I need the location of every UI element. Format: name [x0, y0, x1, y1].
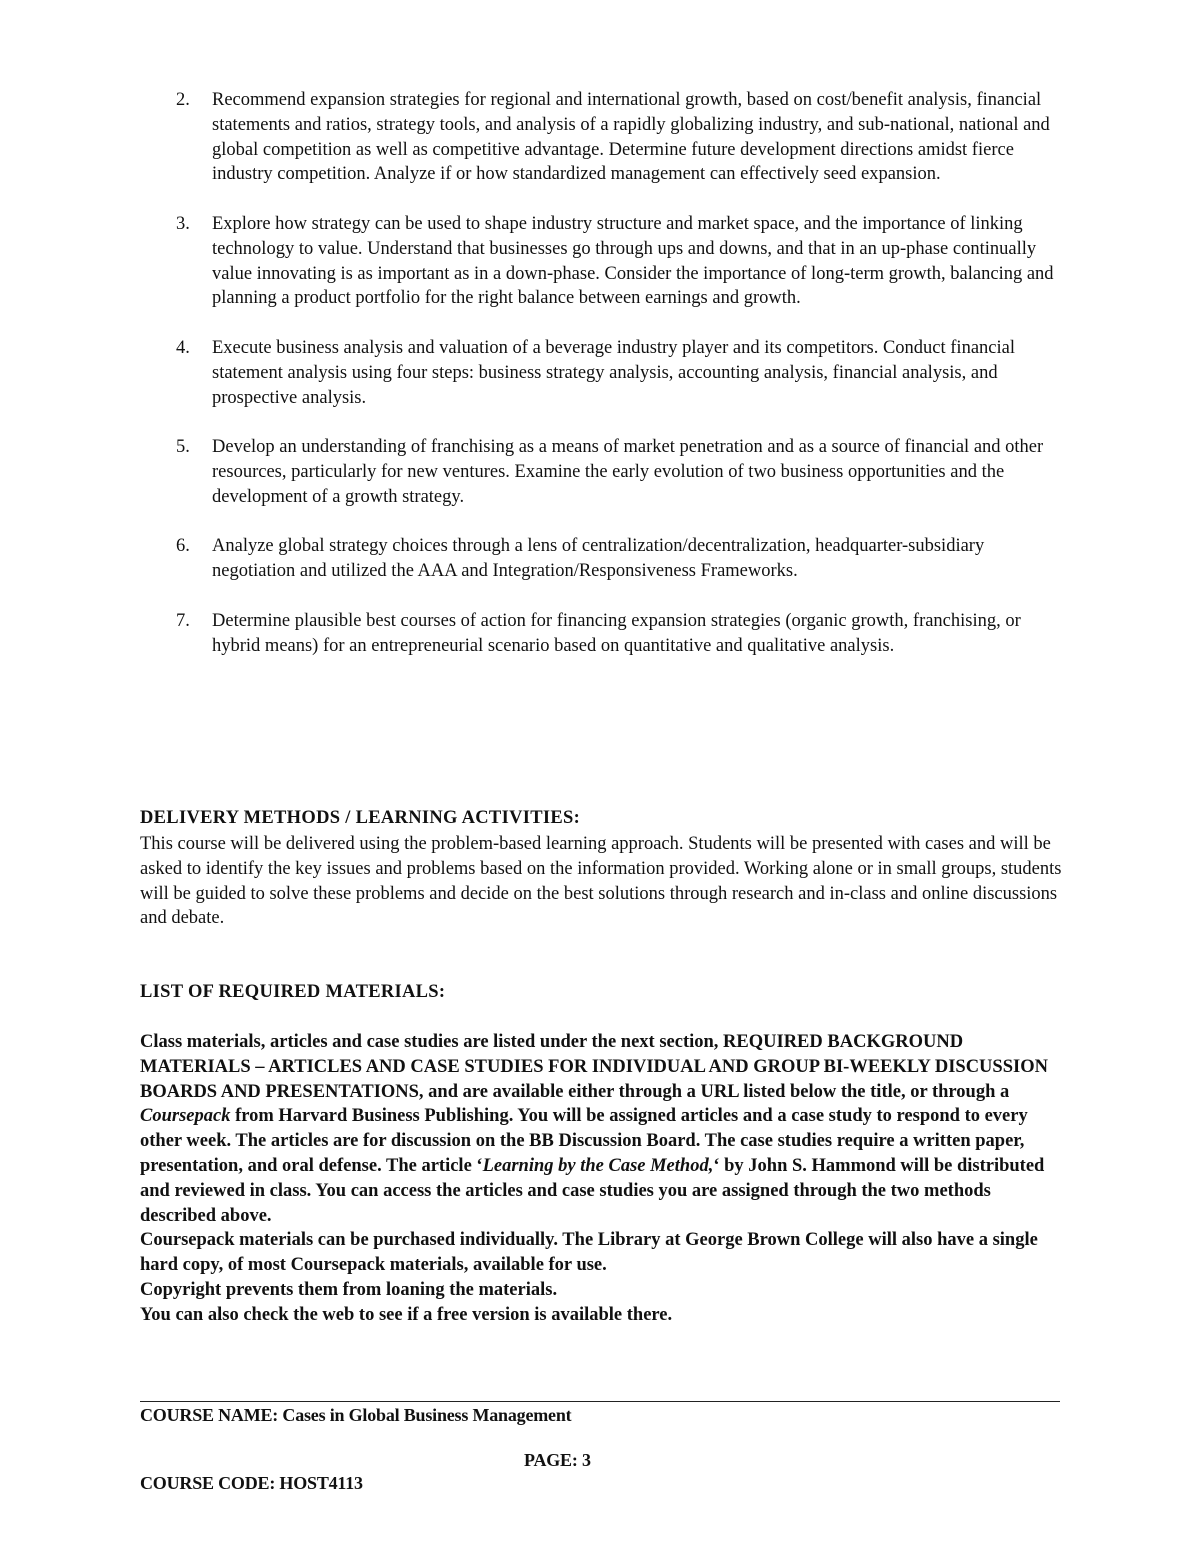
objective-item [140, 212, 1065, 311]
objective-text: Execute business analysis and valuation of a beverage industry player and its competitors. Conduct financial statement analysis using four steps: business strategy analysis, accounting analysis, financial analysis, and prospective analysis. [212, 337, 1015, 408]
footer-page-number: PAGE: 3 [524, 1450, 591, 1470]
objective-text: Analyze global strategy choices through a lens of centralization/decentralization, headquarter-subsidiary negotiation and utilized the AAA and Integration/Responsiveness Frameworks. [212, 536, 985, 582]
objective-item [140, 534, 1065, 584]
coursepack-emphasis: Coursepack [140, 1106, 231, 1127]
objective-item [140, 435, 1065, 509]
delivery-methods-heading: DELIVERY METHODS / LEARNING ACTIVITIES: [140, 808, 581, 828]
materials-paragraph: You can also check the web to see if a free version is available there. [140, 1304, 673, 1325]
article-title: Learning by the Case Method, [482, 1155, 714, 1176]
objective-text: Determine plausible best courses of action for financing expansion strategies (organic growth, franchising, or hybrid means) for an entrepreneurial scenario based on quantitative and qualitative analysis. [212, 610, 1021, 656]
materials-paragraph [140, 1030, 1065, 1228]
objective-text: Develop an understanding of franchising as a means of market penetration and as a source of financial and other resources, particularly for new ventures. Examine the early evolution of two business opportunities and the development of a growth strategy. [212, 437, 1044, 507]
materials-text-part: Class materials, articles and case studies are listed under the next section, REQUIRED BACKGROUND MATERIALS – ARTICLES AND CASE STUDIES FOR INDIVIDUAL AND GROUP BI-WEEKLY DISCUSSION BOARDS AND PRESENTATIONS, and are available either through a URL listed below the title, or through a [140, 1032, 1048, 1102]
materials-paragraph: Coursepack materials can be purchased individually. The Library at George Brown College will also have a single hard copy, of most Coursepack materials, available for use. [140, 1230, 1038, 1276]
objective-number: 2. [176, 90, 190, 110]
footer-course-code: COURSE CODE: HOST4113 [140, 1473, 363, 1493]
required-materials-text [140, 1030, 1065, 1328]
objective-text: Explore how strategy can be used to shape industry structure and market space, and the importance of linking technology to value. Understand that businesses go through ups and downs, and that in an up-phase continually value innovating is as important as in a down-phase. Consider the importance of long-term growth, balancing and planning a product portfolio for the right balance between earnings and growth. [212, 213, 1054, 309]
objective-item [140, 609, 1065, 659]
footer-divider [140, 1401, 1060, 1402]
materials-paragraph: Copyright prevents them from loaning the materials. [140, 1279, 558, 1300]
objective-number: 3. [176, 213, 190, 234]
objective-item [140, 336, 1065, 410]
materials-text-part: from Harvard Business Publishing. You will be assigned articles and a case study to respond to every other week. The articles are for discussion on the BB Discussion Board. The case studies require a written paper, presentation, and oral defense. The article ‘ [140, 1106, 1028, 1176]
objective-number: 6. [176, 536, 190, 557]
required-materials-heading: LIST OF REQUIRED MATERIALS: [140, 982, 446, 1002]
objective-number: 5. [176, 437, 190, 458]
objective-number: 7. [176, 610, 190, 631]
footer-course-name: COURSE NAME: Cases in Global Business Management [140, 1405, 572, 1425]
objective-number: 4. [176, 337, 190, 358]
objective-item [140, 88, 1065, 187]
materials-text-part: ‘ by John S. Hammond will be distributed and reviewed in class. You can access the articles and case studies you are assigned through the two methods described above. [140, 1155, 1045, 1226]
learning-objectives-list [140, 88, 1065, 683]
objective-text: Recommend expansion strategies for regional and international growth, based on cost/benefit analysis, financial statements and ratios, strategy tools, and analysis of a rapidly globalizing industry, and sub-national, national and global competition as well as competitive advantage. Determine future development directions amidst fierce industry competition. Analyze if or how standardized management can effectively seed expansion. [212, 90, 1050, 185]
delivery-methods-text: This course will be delivered using the problem-based learning approach. Students will be presented with cases and will be asked to identify the key issues and problems based on the information provided. Working alone or in small groups, students will be guided to solve these problems and decide on the best solutions through research and in-class and online discussions and debate. [140, 834, 1062, 929]
